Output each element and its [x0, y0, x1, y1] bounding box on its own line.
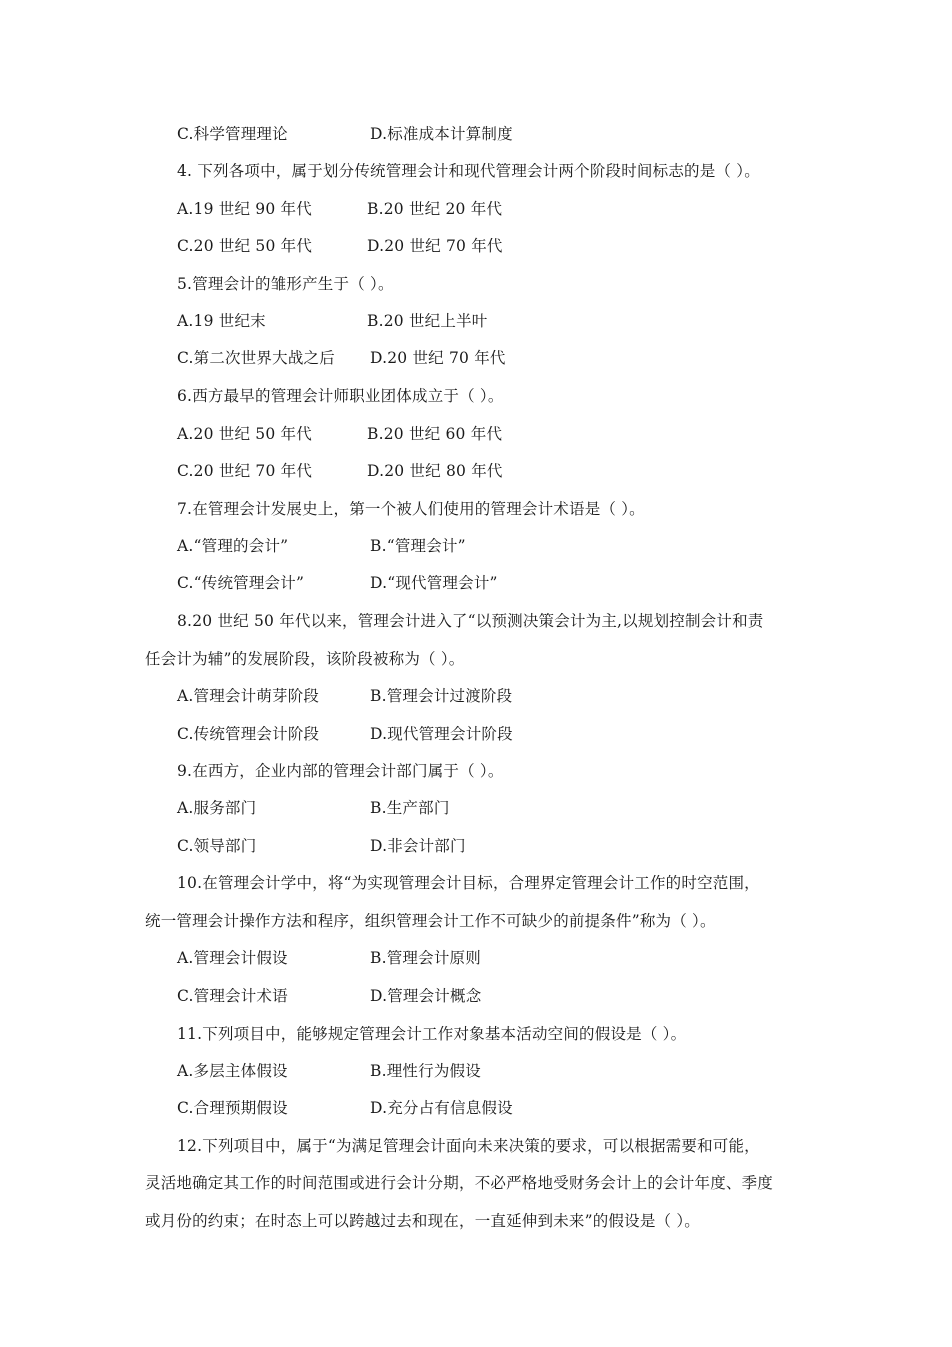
option-text: B.“管理会计” — [370, 537, 466, 555]
option-text: B.管理会计原则 — [370, 949, 481, 967]
question-text: 6.西方最早的管理会计师职业团体成立于（ ）。 — [177, 387, 504, 405]
option-text: C.科学管理理论 — [177, 125, 288, 143]
option-text: B.20 世纪 20 年代 — [367, 200, 503, 218]
option-text: A.服务部门 — [177, 799, 257, 817]
question-text: 9.在西方，企业内部的管理会计部门属于（ ）。 — [177, 762, 504, 780]
question-continuation: 或月份的约束；在时态上可以跨越过去和现在，一直延伸到未来”的假设是（ ）。 — [145, 1212, 701, 1230]
question-text: 8.20 世纪 50 年代以来，管理会计进入了“以预测决策会计为主,以规划控制会计和责 — [177, 612, 764, 630]
question-text: 12.下列项目中，属于“为满足管理会计面向未来决策的要求，可以根据需要和可能， — [177, 1137, 760, 1155]
option-text: D.“现代管理会计” — [370, 574, 498, 592]
option-text: D.管理会计概念 — [370, 987, 482, 1005]
option-text: C.“传统管理会计” — [177, 574, 305, 592]
question-text: 5.管理会计的雏形产生于（ ）。 — [177, 275, 394, 293]
option-text: A.多层主体假设 — [177, 1062, 288, 1080]
question-text: 11.下列项目中，能够规定管理会计工作对象基本活动空间的假设是（ ）。 — [177, 1025, 687, 1043]
option-text: B.20 世纪上半叶 — [367, 312, 488, 330]
option-text: C.领导部门 — [177, 837, 257, 855]
option-text: C.第二次世界大战之后 — [177, 349, 335, 367]
option-text: B.生产部门 — [370, 799, 450, 817]
option-text: C.20 世纪 70 年代 — [177, 462, 313, 480]
option-text: B.20 世纪 60 年代 — [367, 425, 503, 443]
option-text: A.管理会计萌芽阶段 — [177, 687, 320, 705]
option-text: A.20 世纪 50 年代 — [177, 425, 312, 443]
option-text: D.非会计部门 — [370, 837, 466, 855]
option-text: D.20 世纪 80 年代 — [367, 462, 503, 480]
option-text: C.合理预期假设 — [177, 1099, 288, 1117]
question-text: 4. 下列各项中，属于划分传统管理会计和现代管理会计两个阶段时间标志的是（ ）。 — [177, 162, 760, 180]
question-text: 7.在管理会计发展史上，第一个被人们使用的管理会计术语是（ ）。 — [177, 500, 645, 518]
option-text: D.20 世纪 70 年代 — [367, 237, 503, 255]
option-text: C.20 世纪 50 年代 — [177, 237, 313, 255]
option-text: B.理性行为假设 — [370, 1062, 481, 1080]
question-continuation: 统一管理会计操作方法和程序，组织管理会计工作不可缺少的前提条件”称为（ ）。 — [145, 912, 716, 930]
option-text: B.管理会计过渡阶段 — [370, 687, 513, 705]
option-text: A.管理会计假设 — [177, 949, 288, 967]
option-text: D.20 世纪 70 年代 — [370, 349, 506, 367]
question-continuation: 任会计为辅”的发展阶段，该阶段被称为（ ）。 — [145, 650, 465, 668]
question-text: 10.在管理会计学中，将“为实现管理会计目标，合理界定管理会计工作的时空范围， — [177, 874, 760, 892]
option-text: D.标准成本计算制度 — [370, 125, 513, 143]
option-text: A.19 世纪 90 年代 — [177, 200, 312, 218]
option-text: D.现代管理会计阶段 — [370, 725, 513, 743]
option-text: A.“管理的会计” — [177, 537, 289, 555]
option-text: D.充分占有信息假设 — [370, 1099, 513, 1117]
question-continuation: 灵活地确定其工作的时间范围或进行会计分期，不必严格地受财务会计上的会计年度、季度 — [145, 1174, 774, 1192]
option-text: C.管理会计术语 — [177, 987, 288, 1005]
option-text: C.传统管理会计阶段 — [177, 725, 320, 743]
option-text: A.19 世纪末 — [177, 312, 266, 330]
